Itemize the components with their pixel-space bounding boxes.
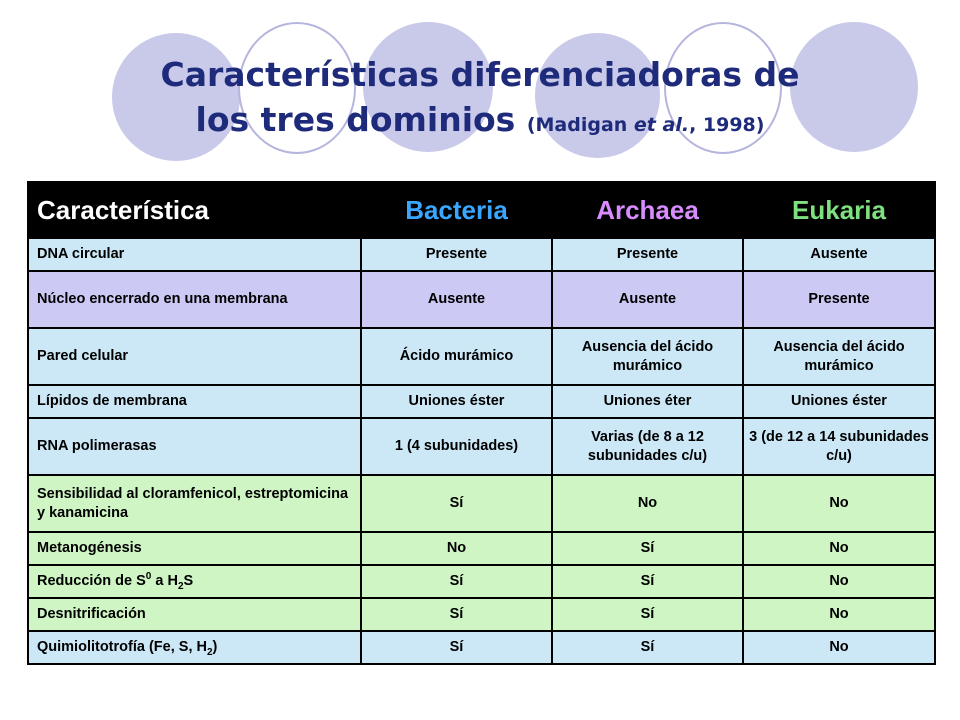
cell-eukaria: Ausente [743,238,935,271]
cell-archaea: Presente [552,238,743,271]
row-label: DNA circular [28,238,361,271]
label-subscript: 2 [177,580,184,592]
cell-archaea: No [552,475,743,532]
cell-eukaria: Ausencia del ácido murámico [743,328,935,385]
row-label: Núcleo encerrado en una membrana [28,271,361,328]
cell-archaea: Sí [552,565,743,598]
cell-archaea: Sí [552,532,743,565]
table-row [28,418,935,475]
cell-eukaria: Uniones éster [743,385,935,418]
cell-archaea: Ausente [552,271,743,328]
cell-bacteria: No [361,532,552,565]
row-label: Lípidos de membrana [28,385,361,418]
title-line-2-text: los tres dominios [195,100,516,139]
header-archaea: Archaea [552,182,743,238]
title-line-1: Características diferenciadoras de [160,55,800,94]
title-line-2 [0,97,960,148]
row-label [28,631,361,664]
header-eukaria: Eukaria [743,182,935,238]
table-row [28,598,935,631]
citation-open: (Madigan [526,114,634,136]
cell-eukaria: Presente [743,271,935,328]
label-text: ) [212,639,218,655]
cell-bacteria: Sí [361,631,552,664]
citation-etal: et al. [633,114,690,136]
cell-archaea: Sí [552,631,743,664]
page-title [0,52,960,148]
row-label: Sensibilidad al cloramfenicol, estreptomicina y kanamicina [28,475,361,532]
header-bacteria: Bacteria [361,182,552,238]
row-label [28,565,361,598]
cell-eukaria: No [743,532,935,565]
cell-bacteria: Uniones éster [361,385,552,418]
table-row [28,532,935,565]
cell-bacteria: Presente [361,238,552,271]
table-row [28,271,935,328]
cell-bacteria: Sí [361,475,552,532]
cell-bacteria: Ausente [361,271,552,328]
title-citation [527,114,765,136]
table-row [28,475,935,532]
citation-close: , 1998) [689,114,765,136]
cell-eukaria: No [743,598,935,631]
table-row [28,631,935,664]
row-label: Pared celular [28,328,361,385]
cell-archaea: Uniones éter [552,385,743,418]
cell-archaea: Ausencia del ácido murámico [552,328,743,385]
table-header-row [28,182,935,238]
table-row [28,565,935,598]
row-label: Metanogénesis [28,532,361,565]
label-text: Reducción de S [37,573,146,589]
row-label: Desnitrificación [28,598,361,631]
cell-bacteria: Sí [361,598,552,631]
cell-bacteria: 1 (4 subunidades) [361,418,552,475]
cell-eukaria: No [743,631,935,664]
cell-archaea: Varias (de 8 a 12 subunidades c/u) [552,418,743,475]
cell-bacteria: Sí [361,565,552,598]
cell-eukaria: 3 (de 12 a 14 subunidades c/u) [743,418,935,475]
cell-eukaria: No [743,475,935,532]
header-caracteristica: Característica [28,182,361,238]
table-row [28,238,935,271]
table-row [28,385,935,418]
cell-bacteria: Ácido murámico [361,328,552,385]
cell-eukaria: No [743,565,935,598]
label-text: a H [151,573,178,589]
label-text: Quimiolitotrofía (Fe, S, H [37,639,207,655]
row-label: RNA polimerasas [28,418,361,475]
label-superscript: 0 [145,571,152,583]
table-row [28,328,935,385]
label-subscript: 2 [206,646,213,658]
domains-table [27,181,936,665]
cell-archaea: Sí [552,598,743,631]
label-text: S [183,573,194,589]
